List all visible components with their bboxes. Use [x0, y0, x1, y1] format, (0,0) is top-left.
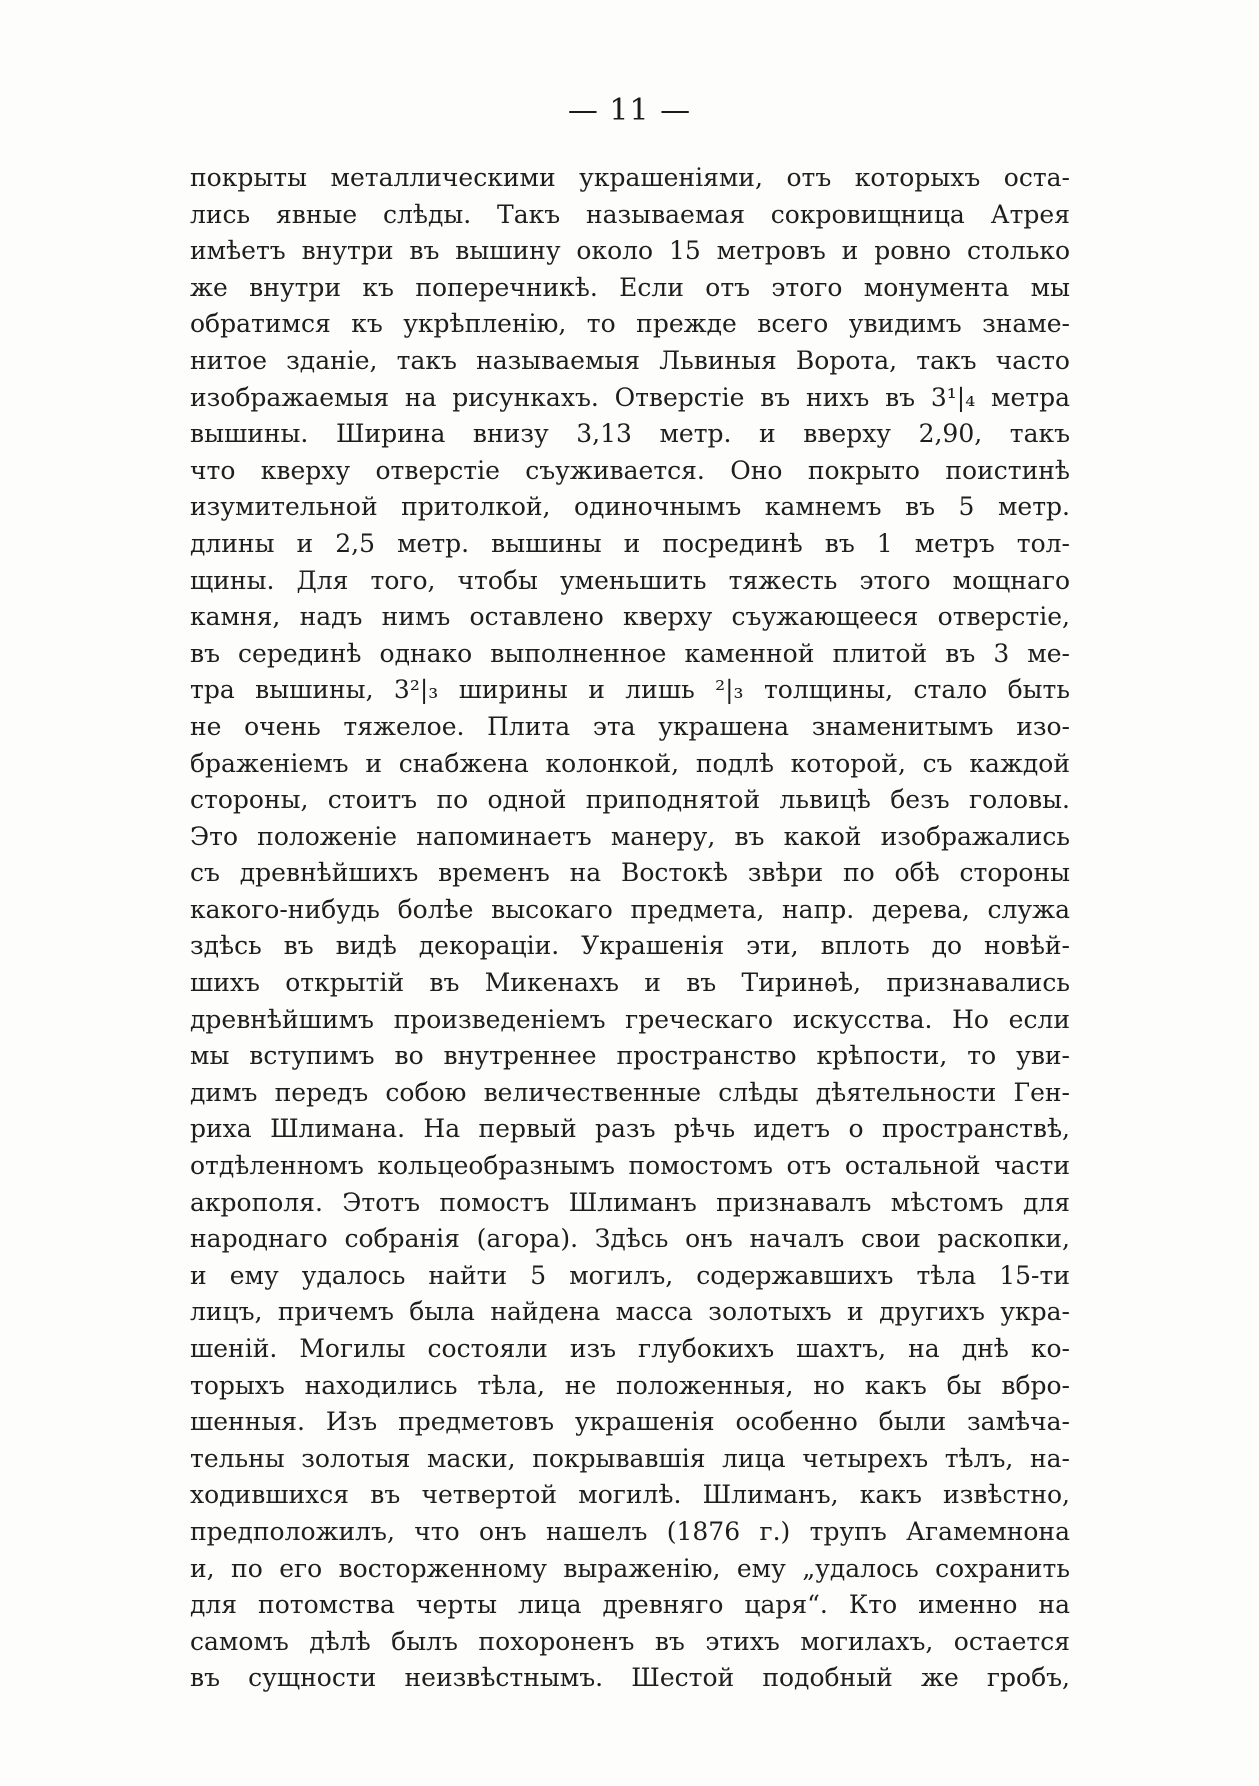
text-line: Это положеніе напоминаетъ манеру, въ какой изображались: [190, 821, 1070, 851]
text-line: древнѣйшимъ произведеніемъ греческаго искусства. Но если: [190, 1004, 1070, 1034]
text-line: изображаемыя на рисункахъ. Отверстіе въ нихъ въ 3¹|₄ метра: [190, 382, 1070, 412]
text-line: тельны золотыя маски, покрывавшія лица четырехъ тѣлъ, на-: [190, 1443, 1070, 1473]
text-line: и, по его восторженному выраженію, ему „удалось сохранить: [190, 1553, 1070, 1583]
body-text: [190, 160, 1070, 1697]
text-line: въ сущности неизвѣстнымъ. Шестой подобный же гробъ,: [190, 1663, 1070, 1693]
text-line: стороны, стоитъ по одной приподнятой львицѣ безъ головы.: [190, 785, 1070, 815]
text-line: для потомства черты лица древняго царя“. Кто именно на: [190, 1590, 1070, 1620]
text-line: щины. Для того, чтобы уменьшить тяжесть этого мощнаго: [190, 565, 1070, 595]
text-line: здѣсь въ видѣ декораціи. Украшенія эти, вплоть до новѣй-: [190, 931, 1070, 961]
text-line: шеній. Могилы состояли изъ глубокихъ шахтъ, на днѣ ко-: [190, 1334, 1070, 1363]
text-line: что кверху отверстіе съуживается. Оно покрыто поистинѣ: [190, 455, 1070, 485]
text-line: мы вступимъ во внутреннее пространство крѣпости, то уви-: [190, 1041, 1070, 1071]
text-line: же внутри къ поперечникѣ. Если отъ этого монумента мы: [190, 272, 1070, 302]
text-line: какого-нибудь болѣе высокаго предмета, напр. дерева, служа: [190, 894, 1070, 924]
text-line: шихъ открытій въ Микенахъ и въ Тиринѳѣ, признавались: [190, 968, 1070, 998]
text-line: имѣетъ внутри въ вышину около 15 метровъ и ровно столько: [190, 236, 1070, 266]
text-line: длины и 2,5 метр. вышины и посрединѣ въ 1 метръ тол-: [190, 528, 1070, 558]
text-line: съ древнѣйшихъ временъ на Востокѣ звѣри по обѣ стороны: [190, 858, 1070, 888]
text-line: браженіемъ и снабжена колонкой, подлѣ которой, съ каждой: [190, 748, 1070, 778]
text-line: камня, надъ нимъ оставлено кверху съужающееся отверстіе,: [190, 602, 1070, 632]
text-line: тра вышины, 3²|₃ ширины и лишь ²|₃ толщины, стало быть: [190, 675, 1070, 705]
text-line: ходившихся въ четвертой могилѣ. Шлиманъ, какъ извѣстно,: [190, 1480, 1070, 1510]
text-line: въ серединѣ однако выполненное каменной плитой въ 3 ме-: [190, 638, 1070, 668]
text-line: не очень тяжелое. Плита эта украшена знаменитымъ изо-: [190, 711, 1070, 741]
text-line: изумительной притолкой, одиночнымъ камнемъ въ 5 метр.: [190, 492, 1070, 522]
text-line: предположилъ, что онъ нашелъ (1876 г.) трупъ Агамемнона: [190, 1516, 1070, 1546]
text-line: покрыты металлическими украшеніями, отъ которыхъ оста-: [190, 163, 1070, 192]
text-line: торыхъ находились тѣла, не положенныя, но какъ бы вбро-: [190, 1370, 1070, 1400]
text-line: риха Шлимана. На первый разъ рѣчь идетъ о пространствѣ,: [190, 1114, 1070, 1144]
text-line: народнаго собранія (агора). Здѣсь онъ началъ свои раскопки,: [190, 1224, 1070, 1254]
text-line: акрополя. Этотъ помостъ Шлиманъ признавалъ мѣстомъ для: [190, 1187, 1070, 1217]
text-line: самомъ дѣлѣ былъ похороненъ въ этихъ могилахъ, остается: [190, 1626, 1070, 1656]
text-line: вышины. Ширина внизу 3,13 метр. и вверху 2,90, такъ: [190, 419, 1070, 449]
text-line: отдѣленномъ кольцеобразнымъ помостомъ отъ остальной части: [190, 1151, 1070, 1181]
text-line: нитое зданіе, такъ называемыя Львиныя Ворота, такъ часто: [190, 345, 1070, 375]
text-line: лись явные слѣды. Такъ называемая сокровищница Атрея: [190, 199, 1070, 229]
text-line: шенныя. Изъ предметовъ украшенія особенно были замѣча-: [190, 1407, 1070, 1437]
text-line: димъ передъ собою величественные слѣды дѣятельности Ген-: [190, 1077, 1070, 1107]
text-line: лицъ, причемъ была найдена масса золотыхъ и другихъ укра-: [190, 1297, 1070, 1327]
text-line: и ему удалось найти 5 могилъ, содержавшихъ тѣла 15-ти: [190, 1260, 1070, 1290]
text-line: обратимся къ укрѣпленію, то прежде всего увидимъ знаме-: [190, 309, 1070, 339]
page-number: — 11 —: [567, 93, 692, 128]
